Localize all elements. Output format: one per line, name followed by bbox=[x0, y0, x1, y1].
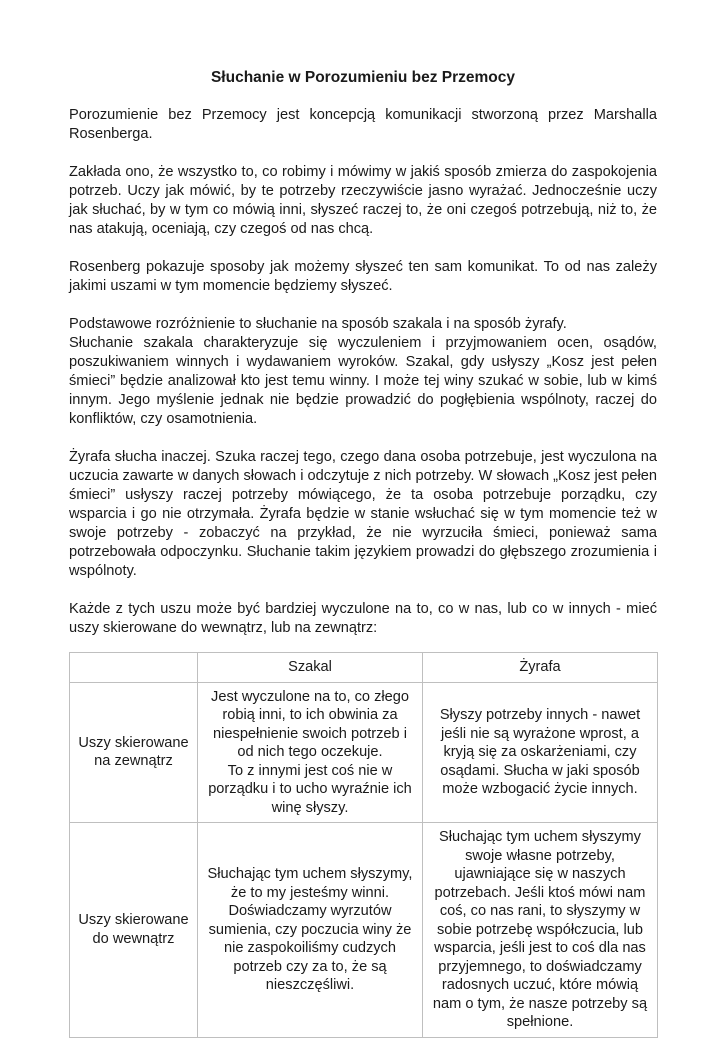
table-header-szakal: Szakal bbox=[198, 653, 423, 683]
document-page bbox=[69, 68, 657, 1038]
table-header-row bbox=[70, 653, 658, 683]
row-label-outward: Uszy skierowane na zewnątrz bbox=[70, 682, 198, 823]
cell-zyrafa-inward: Słuchając tym uchem słyszymy swoje własne potrzeby, ujawniające się w naszych potrzebach. Jeśli ktoś mówi nam coś, co nas rani, to słyszymy w sobie potrzebę współczucia, lub wsparcia, jeśli jest to coś dla nas przyjemnego, to doświadczamy radosnych uczuć, które mówią nam o tym, że nasze potrzeby są spełnione. bbox=[423, 823, 658, 1038]
paragraph-giraffe: Żyrafa słucha inaczej. Szuka raczej tego, czego dana osoba potrzebuje, jest wyczulona na uczucia zawarte w danych słowach i odczytuje z nich potrzeby. W słowach „Kosz jest pełen śmieci” usłyszy raczej potrzeby mówiącego, że ta osoba potrzebuje porządku, czy wsparcia i go nie otrzymała. Żyrafa będzie w stanie wsłuchać się w tym momencie też w swoje potrzeby - zobaczyć na przykład, że nie wyrzuciła śmieci, ponieważ sama potrzebowała odpoczynku. Słuchanie takim językiem prowadzi do głębszego zrozumienia i wspólnoty. bbox=[69, 449, 657, 579]
paragraph-assumption: Zakłada ono, że wszystko to, co robimy i mówimy w jakiś sposób zmierza do zaspokojenia potrzeb. Uczy jak mówić, by te potrzeby rzeczywiście jasno wyrażać. Jednocześnie uczy jak słuchać, by w tym co mówią inni, słyszeć raczej to, że oni czegoś potrzebują, niż to, że nas atakują, oceniają, czy czegoś od nas chcą. bbox=[69, 164, 657, 237]
cell-szakal-inward: Słuchając tym uchem słyszymy, że to my jesteśmy winni. Doświadczamy wyrzutów sumienia, czy poczucia winy że nie zaspokoiliśmy cudzych potrzeb czy za to, że są nieszczęśliwi. bbox=[198, 823, 423, 1038]
table-row bbox=[70, 823, 658, 1038]
table-row bbox=[70, 682, 658, 823]
paragraph-intro: Porozumienie bez Przemocy jest koncepcją komunikacji stworzoną przez Marshalla Rosenberga. bbox=[69, 107, 657, 142]
cell-szakal-outward-text-2: To z innymi jest coś nie w porządku i to ucho wyraźnie ich winę słyszy. bbox=[208, 762, 412, 816]
table-header-zyrafa: Żyrafa bbox=[423, 653, 658, 683]
document-title: Słuchanie w Porozumieniu bez Przemocy bbox=[210, 69, 516, 86]
paragraph-jackal bbox=[69, 315, 657, 429]
cell-zyrafa-outward: Słyszy potrzeby innych - nawet jeśli nie są wyrażone wprost, a kryją się za oskarżeniami, czy osądami. Słucha w jaki sposób może wzbogacić życie innych. bbox=[423, 682, 658, 823]
paragraph-jackal-lead: Podstawowe rozróżnienie to słuchanie na sposób szakala i na sposób żyrafy. bbox=[69, 316, 567, 332]
cell-szakal-outward-text: Jest wyczulone na to, co złego robią inni, to ich obwinia za niespełnienie swoich potrzeb i od nich tego oczekuje. bbox=[211, 688, 409, 760]
paragraph-rosenberg: Rosenberg pokazuje sposoby jak możemy słyszeć ten sam komunikat. To od nas zależy jakimi uszami w tym momencie będziemy słyszeć. bbox=[69, 259, 657, 294]
cell-szakal-outward bbox=[198, 682, 423, 823]
paragraph-ears: Każde z tych uszu może być bardziej wyczulone na to, co w nas, lub co w innych - mieć uszy skierowane do wewnątrz, lub na zewnątrz: bbox=[69, 601, 657, 636]
table-header-empty bbox=[70, 653, 198, 683]
ears-table bbox=[69, 652, 658, 1038]
paragraph-jackal-body: Słuchanie szakala charakteryzuje się wyczuleniem i przyjmowaniem ocen, osądów, poszukiwaniem winnych i wydawaniem wyroków. Szakal, gdy usłyszy „Kosz jest pełen śmieci” będzie analizował kto jest temu winny. I może tej winy szukać w sobie, lub w kimś innym. Jego myślenie jednak nie będzie prowadzić do pogłębienia wspólnoty, raczej do konfliktów, czy osamotnienia. bbox=[69, 335, 657, 427]
row-label-inward: Uszy skierowane do wewnątrz bbox=[70, 823, 198, 1038]
